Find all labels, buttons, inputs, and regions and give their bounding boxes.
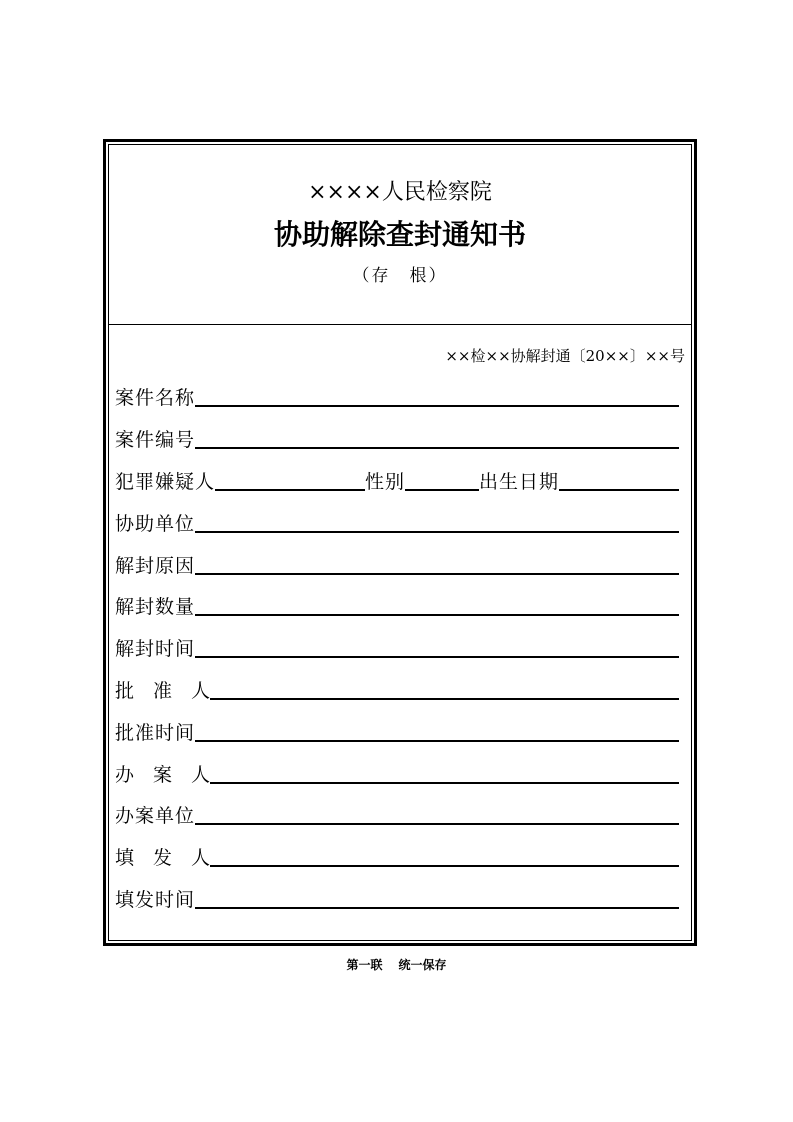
case-handler-label: 办 案 人 [115, 764, 211, 786]
release-reason-blank[interactable] [195, 553, 679, 575]
release-reason-label: 解封原因 [115, 555, 196, 577]
handling-unit-blank[interactable] [195, 803, 679, 825]
field-issuer [115, 841, 679, 869]
field-suspect-row [115, 465, 679, 493]
handling-unit-label: 办案单位 [115, 805, 196, 827]
case-number-blank[interactable] [195, 427, 679, 449]
copy-label: 第一联 [346, 958, 383, 972]
org-title: ××××人民检察院 [308, 180, 492, 205]
doc-title: 协助解除查封通知书 [273, 218, 526, 251]
field-issue-time [115, 883, 679, 911]
approval-time-blank[interactable] [195, 720, 679, 742]
case-number-label: 案件编号 [115, 429, 196, 451]
release-quantity-blank[interactable] [195, 594, 679, 616]
field-release-time [115, 632, 679, 660]
suspect-blank[interactable] [215, 469, 365, 491]
field-release-reason [115, 549, 679, 577]
field-approval-time [115, 716, 679, 744]
form-inner-frame [108, 144, 692, 941]
retention-label: 统一保存 [398, 958, 447, 972]
form-outer-frame [103, 139, 697, 946]
field-release-quantity [115, 590, 679, 618]
issuer-blank[interactable] [210, 845, 679, 867]
approver-label: 批 准 人 [115, 680, 211, 702]
issuer-label: 填 发 人 [115, 847, 211, 869]
gender-blank[interactable] [405, 469, 479, 491]
issue-time-label: 填发时间 [115, 889, 196, 911]
birth-date-blank[interactable] [559, 469, 679, 491]
suspect-label: 犯罪嫌疑人 [115, 471, 216, 493]
field-case-number [115, 423, 679, 451]
header-divider [109, 324, 691, 325]
case-name-blank[interactable] [195, 385, 679, 407]
issue-time-blank[interactable] [195, 887, 679, 909]
doc-number: ××检××协解封通〔20××〕××号 [445, 347, 685, 365]
gender-label: 性别 [365, 471, 406, 493]
assisting-unit-label: 协助单位 [115, 513, 196, 535]
stub-label: （存 根） [352, 266, 448, 286]
field-assisting-unit [115, 507, 679, 535]
birth-date-label: 出生日期 [479, 471, 560, 493]
release-time-label: 解封时间 [115, 638, 196, 660]
case-name-label: 案件名称 [115, 387, 196, 409]
case-handler-blank[interactable] [210, 762, 679, 784]
approver-blank[interactable] [210, 678, 679, 700]
field-case-name [115, 381, 679, 409]
approval-time-label: 批准时间 [115, 722, 196, 744]
release-time-blank[interactable] [195, 636, 679, 658]
footer-note [0, 956, 793, 973]
field-handling-unit [115, 799, 679, 827]
release-quantity-label: 解封数量 [115, 596, 196, 618]
field-case-handler [115, 758, 679, 786]
assisting-unit-blank[interactable] [195, 511, 679, 533]
field-approver [115, 674, 679, 702]
